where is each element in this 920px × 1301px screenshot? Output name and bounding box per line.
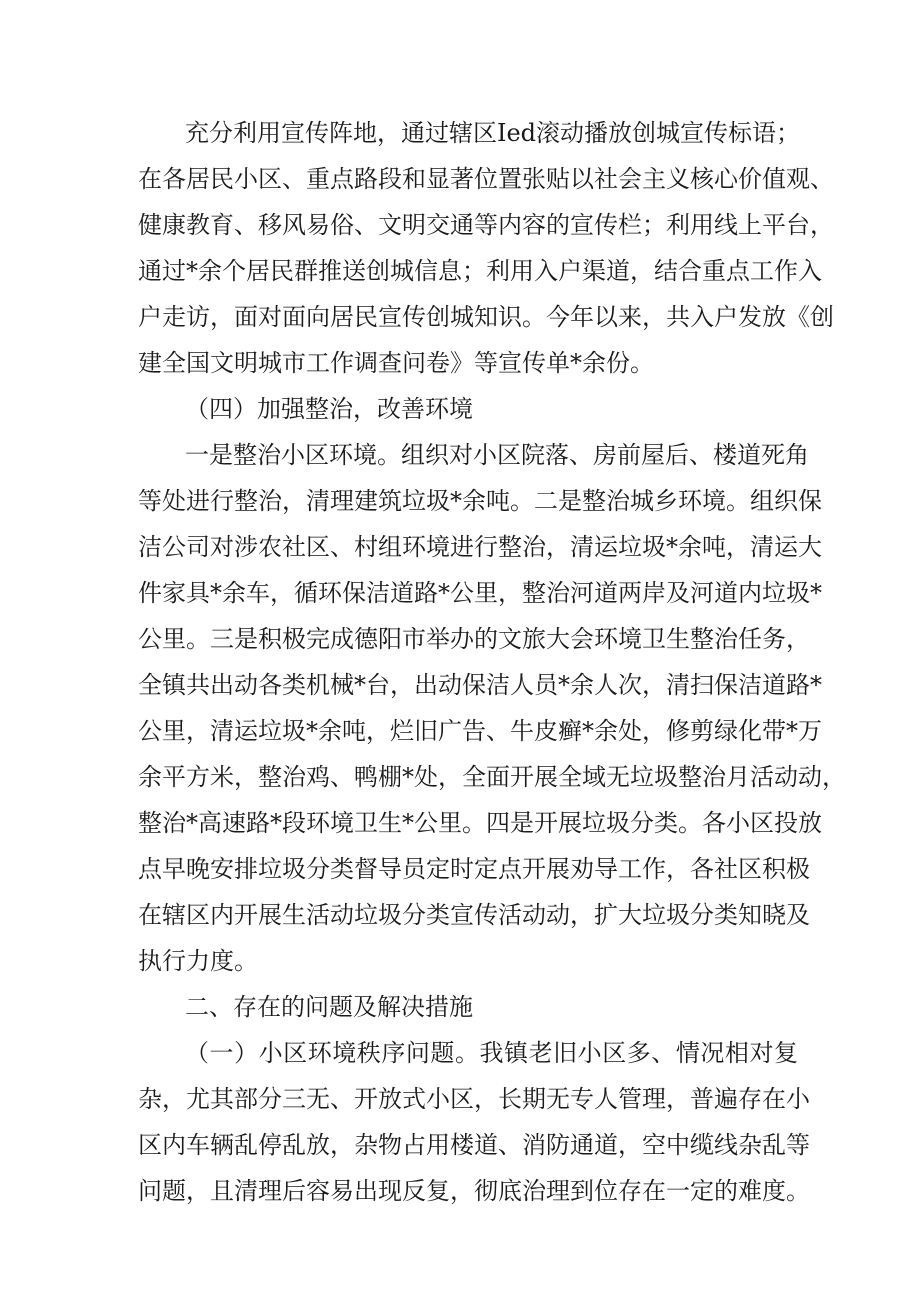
paragraph-line: 公里，清运垃圾*余吨，烂旧广告、牛皮癣*余处，修剪绿化带*万 [138, 717, 822, 745]
paragraph-line: 整治*高速路*段环境卫生*公里。四是开展垃圾分类。各小区投放 [138, 809, 822, 837]
paragraph-line: 户走访，面对面向居民宣传创城知识。今年以来，共入户发放《创 [138, 303, 834, 331]
section-heading: （四）加强整治，改善环境 [185, 395, 473, 423]
paragraph-line: 一是整治小区环境。组织对小区院落、房前屋后、楼道死角 [185, 441, 809, 469]
paragraph-line: （一）小区环境秩序问题。我镇老旧小区多、情况相对复 [185, 1039, 798, 1067]
paragraph-line: 洁公司对涉农社区、村组环境进行整治，清运垃圾*余吨，清运大 [138, 533, 822, 561]
paragraph-line: 在辖区内开展生活动垃圾分类宣传活动动，扩大垃圾分类知晓及 [138, 901, 810, 929]
paragraph-line: 公里。三是积极完成德阳市举办的文旅大会环境卫生整治任务， [138, 625, 810, 653]
paragraph-line: 充分利用宣传阵地，通过辖区Ied滚动播放创城宣传标语； [185, 119, 801, 147]
paragraph-line: 健康教育、移风易俗、文明交通等内容的宣传栏；利用线上平台， [138, 211, 834, 239]
paragraph-line: 件家具*余车，循环保洁道路*公里，整治河道两岸及河道内垃圾* [138, 579, 822, 607]
paragraph-line: 等处进行整治，清理建筑垃圾*余吨。二是整治城乡环境。组织保 [138, 487, 822, 515]
paragraph-line: 问题，且清理后容易出现反复，彻底治理到位存在一定的难度。 [138, 1177, 810, 1205]
section-heading: 二、存在的问题及解决措施 [185, 993, 473, 1021]
paragraph-line: 建全国文明城市工作调查问卷》等宣传单*余份。 [138, 349, 654, 377]
paragraph-line: 区内车辆乱停乱放，杂物占用楼道、消防通道，空中缆线杂乱等 [138, 1131, 810, 1159]
paragraph-line: 通过*余个居民群推送创城信息；利用入户渠道，结合重点工作入 [138, 257, 822, 285]
paragraph-line: 余平方米，整治鸡、鸭棚*处，全面开展全域无垃圾整治月活动动， [138, 763, 846, 791]
paragraph-line: 执行力度。 [138, 947, 258, 975]
paragraph-line: 杂，尤其部分三无、开放式小区，长期无专人管理，普遍存在小 [138, 1085, 810, 1113]
paragraph-line: 全镇共出动各类机械*台，出动保洁人员*余人次，清扫保洁道路* [138, 671, 822, 699]
paragraph-line: 点早晚安排垃圾分类督导员定时定点开展劝导工作，各社区积极 [138, 855, 810, 883]
paragraph-line: 在各居民小区、重点路段和显著位置张贴以社会主义核心价值观、 [138, 165, 834, 193]
